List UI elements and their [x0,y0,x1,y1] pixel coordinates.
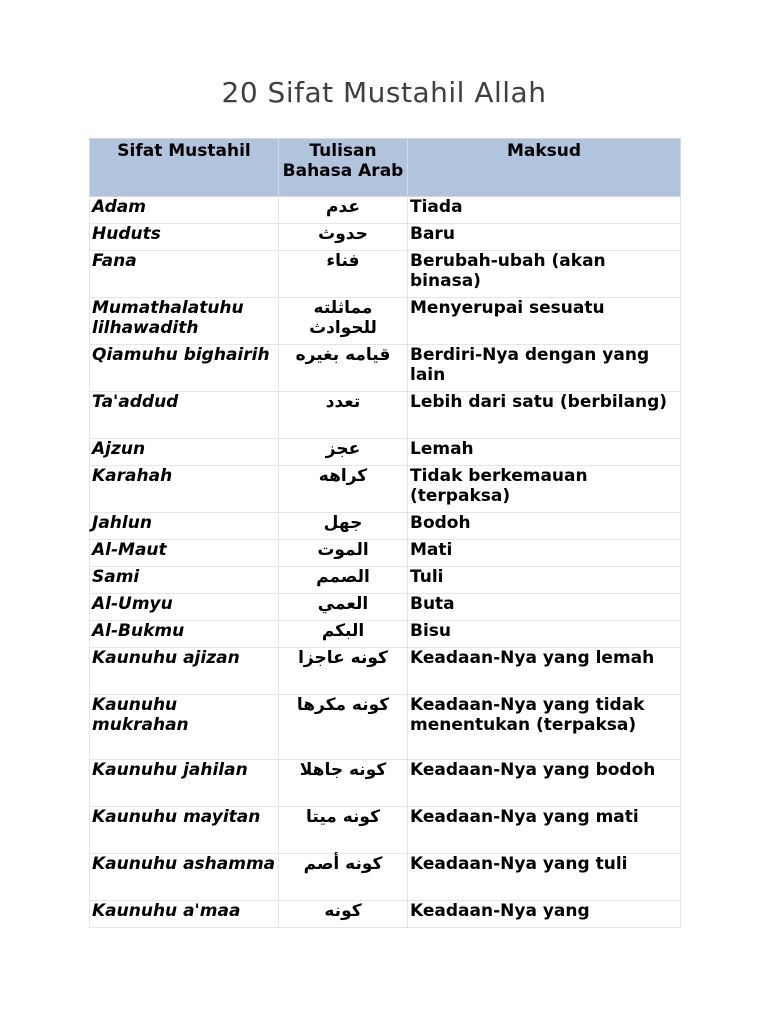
meaning-text: Tuli [408,567,681,594]
table-row [90,439,681,466]
arabic-text: تعدد [279,392,408,439]
meaning-text: Bodoh [408,513,681,540]
page-title: 20 Sifat Mustahil Allah [221,76,547,109]
sifat-name: Al-Maut [90,540,279,567]
arabic-text: كونه مكرها [279,695,408,760]
sifat-name: Ta'addud [90,392,279,439]
meaning-text: Baru [408,224,681,251]
sifat-name: Ajzun [90,439,279,466]
sifat-name: Kaunuhu mukrahan [90,695,279,760]
header-sifat-mustahil: Sifat Mustahil [90,139,279,197]
table-row [90,345,681,392]
arabic-text: جهل [279,513,408,540]
sifat-name: Kaunuhu a'maa [90,901,279,928]
meaning-text: Lebih dari satu (berbilang) [408,392,681,439]
meaning-text: Tiada [408,197,681,224]
arabic-text: مماثلته للحوادث [279,298,408,345]
arabic-text: فناء [279,251,408,298]
arabic-text: عدم [279,197,408,224]
sifat-name: Kaunuhu mayitan [90,807,279,854]
table-row [90,594,681,621]
meaning-text: Menyerupai sesuatu [408,298,681,345]
meaning-text: Mati [408,540,681,567]
arabic-text: كونه جاهلا [279,760,408,807]
arabic-text: الصمم [279,567,408,594]
sifat-name: Al-Bukmu [90,621,279,648]
arabic-text: العمي [279,594,408,621]
meaning-text: Keadaan-Nya yang tidak menentukan (terpaksa) [408,695,681,760]
table-row [90,695,681,760]
arabic-text: كونه ميتا [279,807,408,854]
table-row [90,854,681,901]
meaning-text: Lemah [408,439,681,466]
arabic-text: الموت [279,540,408,567]
meaning-text: Keadaan-Nya yang lemah [408,648,681,695]
sifat-name: Al-Umyu [90,594,279,621]
sifat-name: Fana [90,251,279,298]
meaning-text: Bisu [408,621,681,648]
arabic-text: حدوث [279,224,408,251]
table-row [90,466,681,513]
header-tulisan-bahasa-arab: Tulisan Bahasa Arab [279,139,408,197]
table-row [90,540,681,567]
sifat-name: Kaunuhu ajizan [90,648,279,695]
table-row [90,621,681,648]
table-row [90,197,681,224]
meaning-text: Buta [408,594,681,621]
meaning-text: Berdiri-Nya dengan yang lain [408,345,681,392]
meaning-text: Tidak berkemauan (terpaksa) [408,466,681,513]
table-row [90,901,681,928]
sifat-name: Kaunuhu jahilan [90,760,279,807]
header-maksud: Maksud [408,139,681,197]
sifat-name: Karahah [90,466,279,513]
sifat-name: Huduts [90,224,279,251]
meaning-text: Keadaan-Nya yang [408,901,681,928]
table-row [90,648,681,695]
sifat-name: Qiamuhu bighairih [90,345,279,392]
table-row [90,392,681,439]
sifat-name: Adam [90,197,279,224]
arabic-text: قيامه بغيره [279,345,408,392]
table-row [90,760,681,807]
arabic-text: كراهه [279,466,408,513]
table-row [90,807,681,854]
arabic-text: كونه أصم [279,854,408,901]
sifat-name: Kaunuhu ashamma [90,854,279,901]
arabic-text: عجز [279,439,408,466]
sifat-mustahil-table [89,138,681,928]
arabic-text: كونه [279,901,408,928]
arabic-text: كونه عاجزا [279,648,408,695]
table-row [90,513,681,540]
meaning-text: Berubah-ubah (akan binasa) [408,251,681,298]
meaning-text: Keadaan-Nya yang bodoh [408,760,681,807]
arabic-text: البكم [279,621,408,648]
sifat-name: Sami [90,567,279,594]
meaning-text: Keadaan-Nya yang tuli [408,854,681,901]
sifat-name: Mumathalatuhu lilhawadith [90,298,279,345]
table-header-row [90,139,681,197]
table-row [90,224,681,251]
sifat-name: Jahlun [90,513,279,540]
table-row [90,567,681,594]
table-row [90,298,681,345]
meaning-text: Keadaan-Nya yang mati [408,807,681,854]
table-row [90,251,681,298]
